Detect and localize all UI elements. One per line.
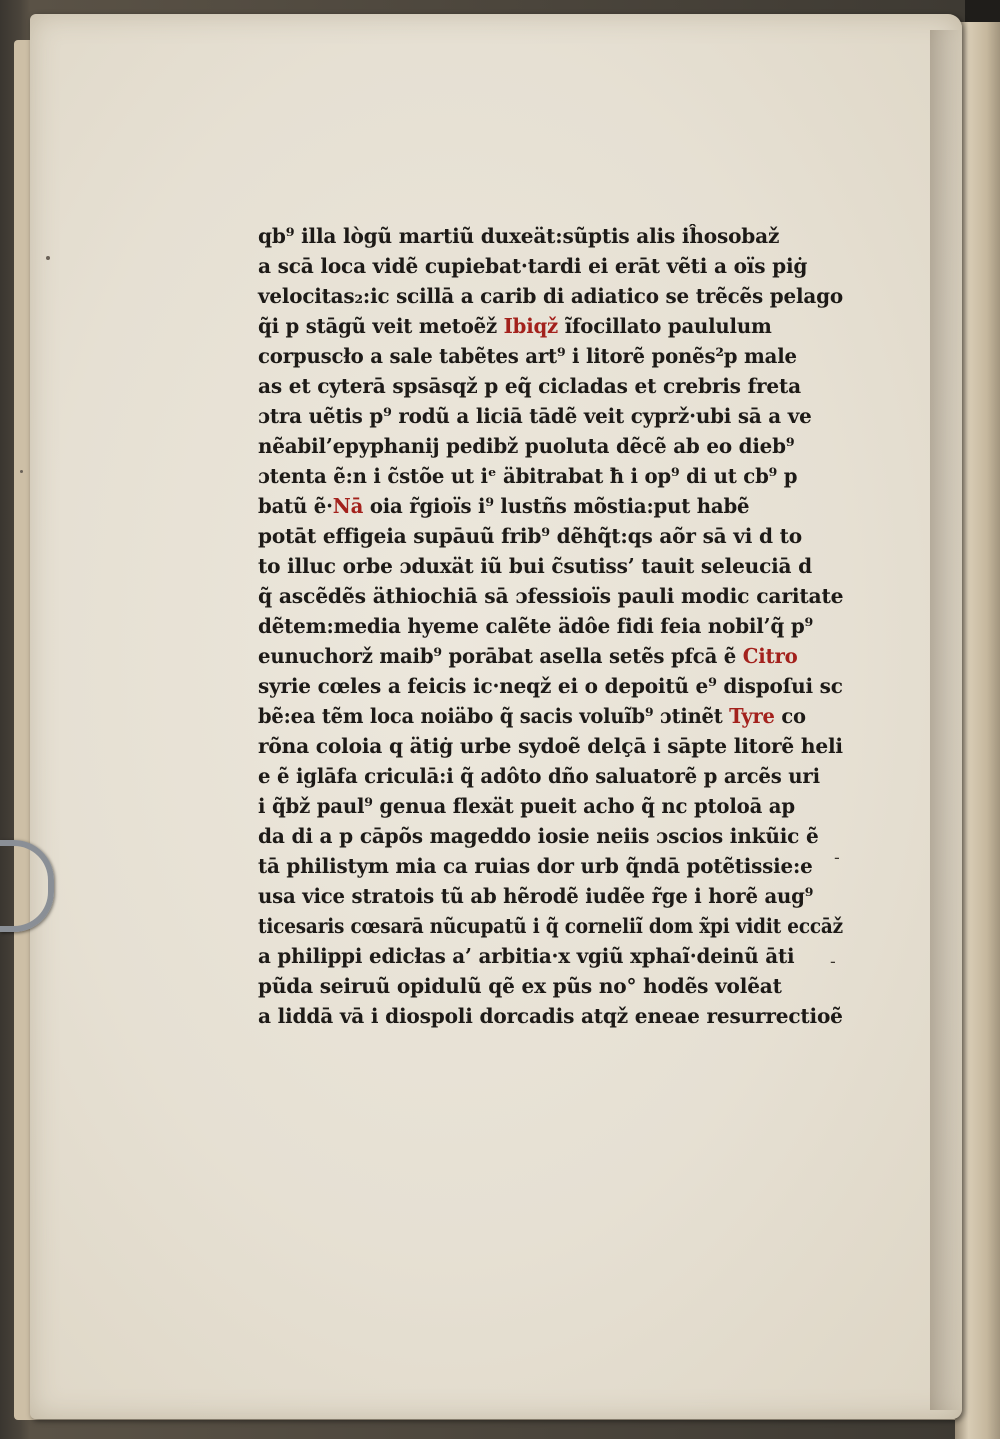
- text-line: nẽabil’epyphanij pedibž puoluta dẽcẽ ab eo dieb⁹: [258, 434, 795, 458]
- rubric-initial: Nā: [332, 494, 364, 518]
- text-line: a philippi edicłas a’ arbitia·x vgiũ xphaĩ·deinũ āti: [258, 944, 795, 968]
- text-block: [258, 222, 848, 1112]
- scan-corner: [965, 0, 1000, 22]
- rubric-initial: Ibiqž: [503, 314, 559, 338]
- page-spot: [20, 470, 23, 473]
- text-line: pũda seiruũ opidulũ qẽ ex pũs no° hodẽs volẽat: [258, 974, 782, 998]
- text-line: corpuscło a sale tabẽtes art⁹ i litorẽ ponẽs²p male: [258, 344, 797, 368]
- text-line: a liddā vā i diospoli dorcadis atqž eneae resurrectioẽ: [258, 1004, 843, 1028]
- text-line: i q̃bž paul⁹ genua flexät pueit acho q̃ nc ptoloā ap: [258, 794, 795, 818]
- text-line: qb⁹ illa lògũ martiũ duxeät:sũptis alis iĥosobaž: [258, 224, 780, 248]
- text-line: dẽtem:media hyeme calẽte ädôe fidi feia nobil’q̃ p⁹: [258, 614, 814, 638]
- text-line: bẽ:ea tẽm loca noiäbo q̃ sacis voluĩb⁹ ɔtinẽt Tyre co: [258, 704, 806, 728]
- text-line: a scā loca vidẽ cupiebat·tardi ei erāt vẽti a oïs piġ: [258, 254, 808, 278]
- rubric-initial: Citro: [742, 644, 798, 668]
- text-line: batũ ẽ·Nā oia r̃gioïs i⁹ lustñs mõstia:put habẽ: [258, 494, 750, 518]
- text-line: ticesaris cœsarā nũcupatũ i q̃ corneliĩ dom x̃pi vidit eccāž: [258, 914, 843, 938]
- page-spot: [46, 256, 50, 260]
- text-line: ɔtra uẽtis p⁹ rodũ a liciā tādẽ veit cyprž·ubi sā a ve: [258, 404, 812, 428]
- text-line: eunuchorž maib⁹ porābat asella setẽs pfcā ẽ Citro: [258, 644, 798, 668]
- text-line: ɔtenta ẽ:n i c̃stõe ut iᵉ äbitrabat ħ i op⁹ di ut cb⁹ p: [258, 464, 798, 488]
- text-line: as et cyterā spsāsqž p eq̃ cicladas et crebris freta: [258, 374, 801, 398]
- page-gutter-shadow: [930, 30, 962, 1410]
- text-line: q̃i p stāgũ veit metoẽž Ibiqž ĩfocillato paululum: [258, 314, 772, 338]
- text-line: potāt effigeia supāuũ frib⁹ dẽhq̃t:qs aõr sā vi d to: [258, 524, 802, 548]
- text-line: tā philistym mia ca ruias dor urb q̃ndā potẽtissie:e: [258, 854, 813, 878]
- text-line: e ẽ iglāfa criculā:i q̃ adôto dño saluatorẽ p arcẽs uri: [258, 764, 820, 788]
- text-line: usa vice stratois tũ ab hẽrodẽ iudẽe r̃ge i horẽ aug⁹: [258, 884, 814, 908]
- text-line: syrie cœles a feicis ic·neqž ei o depoitũ e⁹ dispoſui sc: [258, 674, 843, 698]
- text-line: q̃ ascẽdẽs äthiochiā sā ɔfessioïs pauli modic caritate: [258, 584, 844, 608]
- text-line: to illuc orbe ɔduxät iũ bui c̃sutiss’ tauit seleuciā d: [258, 554, 813, 578]
- margin-stroke: ‐: [830, 952, 836, 971]
- margin-stroke: ‐: [834, 848, 840, 867]
- text-line: rõna coloia q ätiġ urbe sydoẽ delçā i sāpte litorẽ heli: [258, 734, 843, 758]
- text-line: velocitas₂:ic scillā a carib di adiatico se trẽcẽs pelago: [258, 284, 843, 308]
- text-line: da di a p cāpõs mageddo iosie neiis ɔscios inkũic ẽ: [258, 824, 819, 848]
- rubric-initial: Tyre: [729, 704, 775, 728]
